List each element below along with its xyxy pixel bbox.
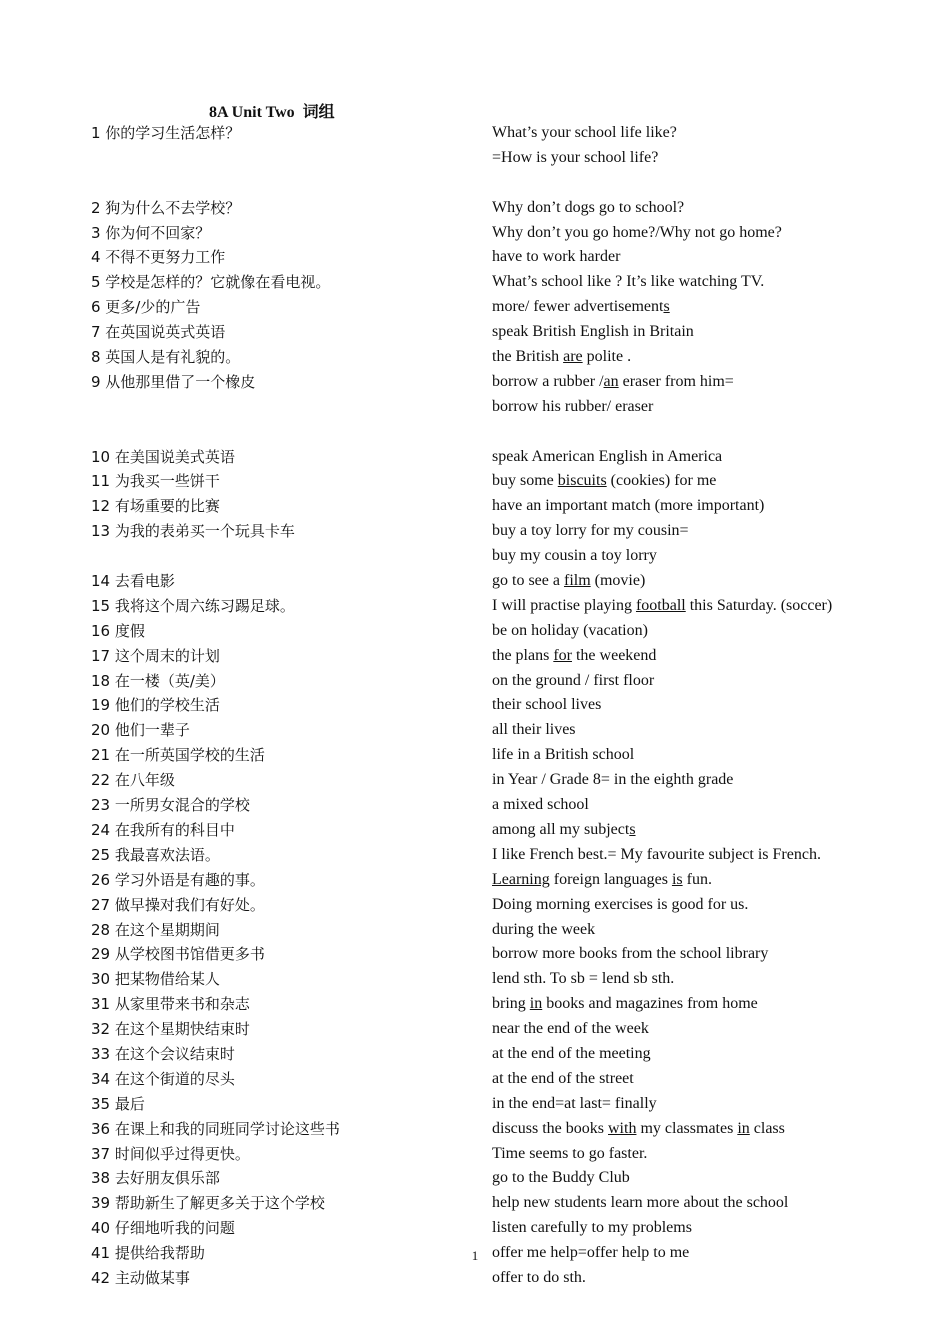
- phrase-chinese: 11 为我买一些饼干: [91, 472, 220, 491]
- phrase-chinese: 1 你的学习生活怎样？: [91, 124, 241, 142]
- text-segment: at the end of the meeting: [492, 1044, 651, 1062]
- phrase-chinese: 25 我最喜欢法语。: [91, 845, 220, 864]
- phrase-english: [492, 569, 645, 594]
- phrase-english: [492, 1166, 630, 1191]
- text-segment: (movie): [590, 572, 646, 590]
- phrase-english: [492, 196, 684, 221]
- text-segment: have to work harder: [492, 248, 621, 266]
- phrase-chinese: 35 最后: [91, 1094, 145, 1113]
- phrase-english: [492, 395, 653, 420]
- phrase-english: [492, 445, 722, 470]
- underlined-text: is: [671, 870, 683, 888]
- underlined-text: in: [737, 1119, 750, 1137]
- text-segment: I will practise playing: [492, 596, 636, 614]
- phrase-chinese: 40 仔细地听我的问题: [91, 1219, 235, 1238]
- text-segment: fun.: [682, 870, 712, 888]
- phrase-chinese: 5 学校是怎样的？它就像在看电视。: [91, 273, 331, 292]
- phrase-chinese: 24 在我所有的科目中: [91, 820, 235, 839]
- phrase-english: [492, 669, 654, 694]
- phrase-row: [91, 370, 891, 395]
- phrase-chinese: 22 在八年级: [91, 771, 175, 790]
- text-segment: class: [749, 1119, 785, 1137]
- phrase-row: [91, 270, 891, 295]
- phrase-row: [91, 494, 891, 519]
- phrase-english: [492, 221, 782, 246]
- text-segment: listen carefully to my problems: [492, 1219, 692, 1237]
- phrase-chinese: 26 学习外语是有趣的事。: [91, 870, 265, 889]
- text-segment: =How is your school life?: [492, 148, 659, 166]
- phrase-chinese: 19 他们的学校生活: [91, 696, 220, 715]
- phrase-chinese: 3 你为何不回家？: [91, 223, 211, 242]
- phrase-row: [91, 718, 891, 743]
- phrase-english: [492, 893, 748, 918]
- phrase-english: [492, 1216, 692, 1241]
- phrase-english: [492, 320, 694, 345]
- phrase-chinese: 23 一所男女混合的学校: [91, 796, 250, 815]
- phrase-chinese: 18 在一楼（英/美）: [91, 671, 225, 690]
- underlined-text: are: [563, 348, 583, 366]
- phrase-english: [492, 992, 758, 1017]
- text-segment: (cookies) for me: [606, 472, 717, 490]
- phrase-chinese: 38 去好朋友俱乐部: [91, 1169, 220, 1188]
- text-segment: more/ fewer advertisement: [492, 298, 664, 316]
- text-segment: Doing morning exercises is good for us.: [492, 895, 749, 913]
- text-segment: at the end of the street: [492, 1069, 634, 1087]
- phrase-row: [91, 146, 891, 171]
- text-segment: buy a toy lorry for my cousin=: [492, 522, 689, 540]
- phrase-english: [492, 918, 595, 943]
- phrase-english: [492, 644, 656, 669]
- phrase-english: [492, 469, 716, 494]
- text-segment: What’s your school life like?: [492, 124, 677, 141]
- phrase-chinese: 10 在美国说美式英语: [91, 447, 235, 466]
- phrase-english: [492, 619, 648, 644]
- text-segment: borrow his rubber/ eraser: [492, 397, 654, 415]
- phrase-chinese: 8 英国人是有礼貌的。: [91, 348, 241, 367]
- phrase-english: [492, 345, 631, 370]
- phrase-chinese: 42 主动做某事: [91, 1268, 190, 1287]
- phrase-chinese: 15 我将这个周六练习踢足球。: [91, 596, 295, 615]
- phrase-row: [91, 569, 891, 594]
- phrase-row: [91, 420, 891, 445]
- phrase-english: [492, 793, 589, 818]
- phrase-row: [91, 544, 891, 569]
- phrase-english: [492, 818, 636, 843]
- phrase-row: [91, 171, 891, 196]
- underlined-text: film: [563, 572, 591, 590]
- phrase-english: [492, 121, 677, 146]
- text-segment: I like French best.= My favourite subject is French.: [492, 845, 821, 863]
- phrase-english: [492, 743, 634, 768]
- phrase-row: [91, 445, 891, 470]
- text-segment: lend sth. To sb = lend sb sth.: [492, 970, 675, 988]
- phrase-row: [91, 768, 891, 793]
- phrase-chinese: 16 度假: [91, 621, 145, 640]
- phrase-row: [91, 345, 891, 370]
- text-segment: on the ground / first floor: [492, 671, 655, 689]
- phrase-row: [91, 992, 891, 1017]
- phrase-chinese: 37 时间似乎过得更快。: [91, 1144, 250, 1163]
- phrase-row: [91, 818, 891, 843]
- phrase-row: [91, 619, 891, 644]
- underlined-text: for: [553, 646, 572, 664]
- phrase-english: [492, 843, 821, 868]
- phrase-row: [91, 1042, 891, 1067]
- underlined-text: football: [635, 596, 686, 614]
- text-segment: go to see a: [492, 572, 564, 590]
- phrase-english: [492, 868, 712, 893]
- page-title: 8A Unit Two 词组: [209, 104, 335, 121]
- phrase-english: [492, 544, 657, 569]
- text-segment: Why don’t you go home?/Why not go home?: [492, 223, 782, 241]
- phrase-row: [91, 245, 891, 270]
- phrase-row: [91, 868, 891, 893]
- phrase-english: [492, 245, 620, 270]
- phrase-english: [492, 146, 658, 171]
- text-segment: all their lives: [492, 721, 576, 739]
- text-segment: buy some: [492, 472, 558, 490]
- text-segment: have an important match (more important): [492, 497, 765, 515]
- phrase-english: [492, 519, 689, 544]
- phrase-english: [492, 718, 576, 743]
- underlined-text: with: [608, 1119, 637, 1137]
- phrase-row: [91, 1191, 891, 1216]
- phrase-chinese: 12 有场重要的比赛: [91, 497, 220, 516]
- phrase-english: [492, 1067, 634, 1092]
- text-segment: my classmates: [636, 1119, 738, 1137]
- phrase-chinese: 21 在一所英国学校的生活: [91, 746, 265, 765]
- phrase-chinese: 39 帮助新生了解更多关于这个学校: [91, 1194, 325, 1213]
- text-segment: this Saturday. (soccer): [685, 596, 833, 614]
- phrase-row: [91, 918, 891, 943]
- underlined-text: an: [603, 372, 619, 390]
- phrase-row: [91, 1092, 891, 1117]
- phrase-english: [492, 1092, 657, 1117]
- phrase-row: [91, 320, 891, 345]
- phrase-row: [91, 942, 891, 967]
- phrase-row: [91, 295, 891, 320]
- phrase-chinese: 7 在英国说英式英语: [91, 323, 226, 342]
- text-segment: buy my cousin a toy lorry: [492, 547, 657, 565]
- text-segment: bring: [492, 995, 530, 1013]
- text-segment: borrow a rubber /: [492, 372, 604, 390]
- phrase-english: [492, 967, 674, 992]
- phrase-english: [492, 594, 832, 619]
- phrase-english: [492, 1117, 785, 1142]
- text-segment: life in a British school: [492, 746, 635, 764]
- phrase-chinese: 2 狗为什么不去学校？: [91, 198, 241, 217]
- text-segment: in the end=at last= finally: [492, 1094, 657, 1112]
- text-segment: the weekend: [571, 646, 657, 664]
- phrase-row: [91, 843, 891, 868]
- text-segment: among all my subject: [492, 820, 630, 838]
- phrase-row: [91, 1266, 891, 1291]
- phrase-row: [91, 469, 891, 494]
- text-segment: foreign languages: [549, 870, 672, 888]
- text-segment: help new students learn more about the school: [492, 1194, 789, 1212]
- phrase-row: [91, 1017, 891, 1042]
- phrase-chinese: 6 更多/少的广告: [91, 298, 201, 317]
- page-number: 1: [471, 1248, 479, 1263]
- phrase-row: [91, 196, 891, 221]
- text-segment: their school lives: [492, 696, 602, 714]
- text-segment: the British: [492, 348, 564, 366]
- text-segment: What’s school like ? It’s like watching TV.: [492, 273, 765, 291]
- text-segment: Why don’t dogs go to school?: [492, 198, 685, 216]
- phrase-chinese: 28 在这个星期期间: [91, 920, 220, 939]
- phrase-row: [91, 1166, 891, 1191]
- phrase-row: [91, 693, 891, 718]
- phrase-english: [492, 1266, 586, 1291]
- phrase-chinese: 20 他们一辈子: [91, 721, 190, 740]
- phrase-english: [492, 1191, 788, 1216]
- text-segment: books and magazines from home: [542, 995, 758, 1013]
- text-segment: speak American English in America: [492, 447, 723, 465]
- phrase-row: [91, 1216, 891, 1241]
- text-segment: during the week: [492, 920, 596, 938]
- phrase-row: [91, 519, 891, 544]
- text-segment: speak British English in Britain: [492, 323, 694, 341]
- phrase-chinese: 4 不得不更努力工作: [91, 248, 226, 267]
- text-segment: discuss the books: [492, 1119, 608, 1137]
- phrase-chinese: 31 从家里带来书和杂志: [91, 995, 250, 1014]
- phrase-row: [91, 793, 891, 818]
- underlined-text: s: [629, 820, 636, 838]
- text-segment: offer me help=offer help to me: [492, 1244, 690, 1262]
- phrase-chinese: 32 在这个星期快结束时: [91, 1020, 250, 1039]
- text-segment: in Year / Grade 8= in the eighth grade: [492, 771, 734, 789]
- text-segment: be on holiday (vacation): [492, 621, 648, 639]
- phrase-row: [91, 121, 891, 146]
- phrase-chinese: 30 把某物借给某人: [91, 970, 220, 989]
- phrase-english: [492, 1142, 647, 1167]
- text-segment: eraser from him=: [618, 372, 734, 390]
- phrase-row: [91, 1142, 891, 1167]
- text-segment: the plans: [492, 646, 554, 664]
- phrase-row: [91, 395, 891, 420]
- phrase-chinese: 29 从学校图书馆借更多书: [91, 945, 265, 964]
- text-segment: polite .: [582, 348, 632, 366]
- phrase-english: [492, 270, 764, 295]
- text-segment: offer to do sth.: [492, 1268, 586, 1286]
- phrase-row: [91, 669, 891, 694]
- underlined-text: in: [529, 995, 543, 1013]
- phrase-chinese: 13 为我的表弟买一个玩具卡车: [91, 522, 295, 541]
- phrase-english: [492, 295, 670, 320]
- phrase-row: [91, 743, 891, 768]
- phrase-english: [492, 370, 734, 395]
- phrase-chinese: 36 在课上和我的同班同学讨论这些书: [91, 1119, 340, 1138]
- phrase-row: [91, 644, 891, 669]
- phrase-chinese: 33 在这个会议结束时: [91, 1044, 235, 1063]
- phrase-chinese: 14 去看电影: [91, 572, 175, 591]
- phrase-row: [91, 221, 891, 246]
- phrase-english: [492, 494, 764, 519]
- phrase-english: [492, 942, 768, 967]
- text-segment: a mixed school: [492, 796, 589, 814]
- phrase-english: [492, 768, 733, 793]
- phrase-english: [492, 1042, 651, 1067]
- phrase-chinese: 34 在这个街道的尽头: [91, 1069, 235, 1088]
- text-segment: Time seems to go faster.: [492, 1144, 648, 1162]
- phrase-list: [91, 121, 891, 1291]
- phrase-chinese: 9 从他那里借了一个橡皮: [91, 372, 256, 391]
- phrase-chinese: 27 做早操对我们有好处。: [91, 895, 265, 914]
- phrase-row: [91, 1067, 891, 1092]
- phrase-english: [492, 1017, 649, 1042]
- phrase-row: [91, 893, 891, 918]
- phrase-row: [91, 594, 891, 619]
- phrase-row: [91, 1117, 891, 1142]
- text-segment: near the end of the week: [492, 1020, 649, 1038]
- phrase-chinese: 41 提供给我帮助: [91, 1244, 205, 1263]
- text-segment: borrow more books from the school library: [492, 945, 769, 963]
- underlined-text: Learning: [492, 870, 550, 888]
- phrase-chinese: 17 这个周末的计划: [91, 646, 220, 665]
- phrase-row: [91, 967, 891, 992]
- text-segment: go to the Buddy Club: [492, 1169, 630, 1187]
- underlined-text: s: [663, 298, 670, 316]
- underlined-text: biscuits: [557, 472, 607, 490]
- phrase-english: [492, 693, 601, 718]
